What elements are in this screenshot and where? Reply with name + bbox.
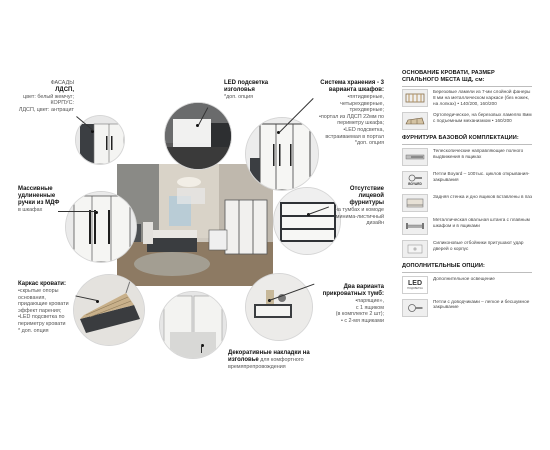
extras-item-0: [402, 276, 532, 294]
handles-text: [18, 186, 68, 214]
led-badge-sub: ПОДСВЕТКА: [407, 286, 423, 290]
base-item-1-text: Ортопедическое, на березовых ламелях 8мм с подъемным механизмом • 160/200: [433, 112, 532, 124]
storage-line-3: •портал из ЛДСП 22мм по периметру шкафа;: [319, 113, 384, 127]
nightstands-line-0: •парящие»,: [355, 298, 384, 304]
led-headboard-note: *доп. опция: [224, 94, 254, 100]
extras-item-1: [402, 299, 532, 317]
fittings-item-1: [402, 171, 532, 189]
extras-title: ДОПОЛНИТЕЛЬНЫЕ ОПЦИИ:: [402, 262, 485, 269]
storage-line-0: •пятидверные,: [347, 94, 384, 100]
led-badge: LED: [408, 279, 422, 287]
facades-bold: ЛДСП,: [55, 86, 74, 93]
fittings-title: ФУРНИТУРА БАЗОВОЙ КОМПЛЕКТАЦИИ:: [402, 135, 519, 142]
nightstands-title: Два варианта прикроватных тумб:: [322, 284, 384, 297]
handles-note: в шкафах: [18, 207, 43, 213]
back-wall-icon: [402, 194, 428, 212]
bed-frame-circle: [74, 275, 144, 345]
soft-close-hinge-icon: [402, 299, 428, 317]
extras-item-1-text: Петли с доводчиками – легкое и бесшумное закрывание: [433, 298, 530, 310]
lamella-base-icon: [402, 89, 428, 107]
handles-title: Массивные удлиненные ручки из МДФ: [18, 186, 60, 206]
base-item-0-text: Березовые ламели из 7-ми слойной фанеры 8 мм на металлическом каркасе (без ножек, на лопках) • 140/200, 160/200: [433, 89, 531, 106]
orthopedic-base-icon: [402, 112, 428, 130]
storage-line-1: четырехдверные,: [340, 100, 384, 107]
headboard-overlays-circle: [160, 292, 226, 358]
overlays-note: для комфортного времяпрепровождения: [228, 357, 304, 370]
frame-line-1: •LED подсветка по периметру кровати: [18, 314, 66, 327]
storage-line-2: трехдверные;: [349, 107, 384, 114]
no-fittings-line-0: на тумбах и комоде - минима-листичный дизайн: [332, 207, 384, 227]
fittings-item-3-text: Металлическая овальная штанга с плавным шкафом и в ящиками: [433, 216, 530, 228]
led-headboard-title: LED подсветка изголовья: [224, 80, 269, 93]
led-headboard-circle: [165, 103, 231, 169]
fittings-item-2: [402, 194, 532, 212]
boyard-badge: BOYARD: [408, 181, 422, 186]
fittings-item-0: [402, 148, 532, 166]
frame-line-2: * доп. опция: [18, 327, 49, 334]
extras-item-0-text: Дополнительное освещение: [433, 275, 495, 281]
no-fittings-title: Отсутствие лицевой фурнитуры: [349, 186, 384, 206]
base-item-1: [402, 112, 532, 130]
nightstands-line-2: (в комплекте 2 шт);: [335, 311, 384, 318]
spec-panel: [402, 70, 532, 376]
facades-line-2: ЛДСП, цвет: антрацит: [18, 106, 74, 113]
storage-title: Система хранения - 3 варианта шкафов:: [320, 80, 384, 93]
oval-rod-icon: [402, 217, 428, 235]
boyard-hinge-icon: [402, 171, 428, 189]
telescopic-rail-icon: [402, 148, 428, 166]
storage-line-5: *доп. опция: [354, 140, 384, 147]
bedroom-photo: [117, 164, 273, 286]
base-divider: [402, 86, 532, 87]
fittings-item-1-text: Петли Boyard – 100тыс. циклов открывания-закрывания: [433, 170, 530, 182]
facades-title: ФАСАДЫ: [50, 80, 74, 86]
fittings-item-2-text: Задняя стенка и дно ящиков вставлены в паз: [433, 193, 533, 199]
no-fittings-text: [332, 186, 384, 227]
storage-line-4: •LED подсветка, встраиваемая в портал: [325, 126, 384, 140]
fittings-item-3: [402, 217, 532, 235]
led-headboard-text: [224, 80, 280, 101]
handles-circle: [66, 192, 136, 262]
fittings-item-4-text: Силиконовые отбойники притушают удар дверей о корпус: [433, 239, 524, 251]
extras-divider: [402, 272, 532, 273]
overlays-pointer-line: [201, 345, 202, 353]
storage-text: [310, 80, 384, 147]
fittings-item-0-text: Телескопические направляющие полного выдвижения в ящиках: [433, 147, 524, 159]
frame-text: [18, 281, 74, 334]
frame-line-0: •скрытые опоры основания, придающие кровати эффект парения;: [18, 288, 69, 314]
led-icon: [402, 276, 428, 294]
frame-title: Каркас кровати:: [18, 281, 66, 287]
no-fittings-circle: [274, 188, 340, 254]
overlays-text: [228, 350, 320, 371]
facades-line-1: КОРПУС:: [50, 100, 74, 107]
nightstands-text: [318, 284, 384, 324]
silicone-stopper-icon: [402, 240, 428, 258]
fittings-divider: [402, 144, 532, 145]
nightstands-line-3: • с 2-мя ящиками: [340, 317, 384, 324]
overlays-title: Декоративные накладки на изголовье: [228, 350, 310, 363]
nightstands-line-1: с 1 ящиком: [355, 304, 384, 311]
bedroom-illustration: [117, 164, 273, 286]
fittings-item-4: [402, 240, 532, 258]
nightstands-circle: [246, 274, 312, 340]
base-title: ОСНОВАНИЕ КРОВАТИ, РАЗМЕР СПАЛЬНОГО МЕСТА ШД, см:: [402, 70, 495, 83]
base-item-0: [402, 89, 532, 107]
facades-text: [14, 80, 74, 113]
facades-line-0: цвет: белый жемчуг;: [23, 93, 74, 100]
